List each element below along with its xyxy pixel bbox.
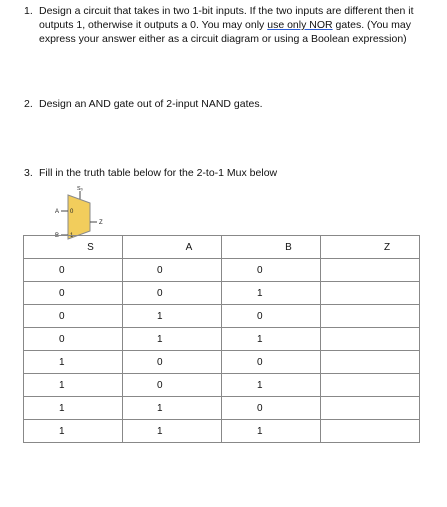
mux-input-a-label: A — [55, 209, 60, 215]
cell-a-text: 0 — [157, 356, 163, 368]
question-1-underlined: use only NOR — [267, 19, 333, 31]
cell-s — [24, 397, 123, 420]
header-a-text: A — [185, 241, 193, 253]
cell-a — [123, 351, 222, 374]
mux-input-0-label: 0 — [70, 209, 74, 215]
cell-s — [24, 282, 123, 305]
question-1 — [24, 4, 429, 46]
cell-b — [222, 259, 321, 282]
mux-select-label: S₀ — [77, 186, 83, 192]
cell-a — [123, 305, 222, 328]
table-row — [24, 305, 420, 328]
cell-b-text: 1 — [257, 425, 263, 437]
cell-b-text: 0 — [257, 264, 263, 276]
mux-input-b-label: B — [55, 233, 60, 239]
cell-s-text: 1 — [59, 425, 65, 437]
cell-b — [222, 420, 321, 443]
cell-b — [222, 397, 321, 420]
cell-s-text: 0 — [59, 310, 65, 322]
cell-s-text: 1 — [59, 402, 65, 414]
question-2-text: Design an AND gate out of 2-input NAND gates. — [39, 98, 263, 110]
question-2-number: 2. — [24, 98, 33, 110]
header-s-text: S — [87, 241, 94, 253]
cell-b-text: 1 — [257, 287, 263, 299]
header-z — [321, 236, 420, 259]
cell-b-text: 0 — [257, 356, 263, 368]
header-b — [222, 236, 321, 259]
table-row — [24, 259, 420, 282]
question-1-text — [39, 5, 414, 45]
cell-z[interactable] — [321, 374, 420, 397]
cell-a — [123, 328, 222, 351]
mux-output-label: Z — [99, 220, 103, 226]
cell-s — [24, 259, 123, 282]
cell-b — [222, 282, 321, 305]
cell-z[interactable] — [321, 328, 420, 351]
question-3 — [24, 166, 429, 180]
cell-a-text: 1 — [157, 402, 163, 414]
cell-b-text: 1 — [257, 333, 263, 345]
cell-a-text: 1 — [157, 310, 163, 322]
cell-z[interactable] — [321, 305, 420, 328]
cell-z[interactable] — [321, 282, 420, 305]
cell-a — [123, 397, 222, 420]
cell-s — [24, 328, 123, 351]
cell-b-text: 0 — [257, 310, 263, 322]
cell-z[interactable] — [321, 351, 420, 374]
truth-table — [23, 235, 420, 443]
cell-s — [24, 374, 123, 397]
cell-s — [24, 351, 123, 374]
cell-a-text: 0 — [157, 264, 163, 276]
header-z-text: Z — [383, 241, 391, 253]
table-row — [24, 351, 420, 374]
cell-a-text: 1 — [157, 333, 163, 345]
table-row — [24, 328, 420, 351]
cell-s — [24, 305, 123, 328]
cell-a-text: 1 — [157, 425, 163, 437]
cell-s-text: 1 — [59, 379, 65, 391]
cell-b — [222, 328, 321, 351]
question-2 — [24, 97, 429, 111]
question-3-number: 3. — [24, 167, 33, 179]
cell-a — [123, 282, 222, 305]
cell-s-text: 0 — [59, 287, 65, 299]
question-3-text: Fill in the truth table below for the 2-to-1 Mux below — [39, 167, 278, 179]
cell-s — [24, 420, 123, 443]
header-b-text: B — [285, 241, 292, 253]
cell-a-text: 0 — [157, 287, 163, 299]
question-1-text-before: Design a circuit that takes in two 1-bit inputs. If the two inputs are different then it outputs 1, otherwise it outputs a 0. You may only — [39, 5, 414, 31]
cell-s-text: 0 — [59, 333, 65, 345]
cell-a — [123, 420, 222, 443]
cell-b — [222, 374, 321, 397]
table-row — [24, 397, 420, 420]
cell-a-text: 0 — [157, 379, 163, 391]
cell-a — [123, 259, 222, 282]
cell-z[interactable] — [321, 420, 420, 443]
header-s — [24, 236, 123, 259]
table-row — [24, 420, 420, 443]
table-row — [24, 374, 420, 397]
header-a — [123, 236, 222, 259]
cell-s-text: 1 — [59, 356, 65, 368]
cell-z[interactable] — [321, 259, 420, 282]
cell-b — [222, 351, 321, 374]
question-1-number: 1. — [24, 5, 33, 17]
truth-table-header-row — [24, 236, 420, 259]
mux-input-1-label: 1 — [70, 233, 74, 239]
question-1-text-after: gates. (You may express your answer either as a circuit diagram or using a Boolean expression) — [39, 19, 412, 45]
cell-z[interactable] — [321, 397, 420, 420]
cell-b — [222, 305, 321, 328]
table-row — [24, 282, 420, 305]
cell-s-text: 0 — [59, 264, 65, 276]
cell-b-text: 1 — [257, 379, 263, 391]
cell-a — [123, 374, 222, 397]
cell-b-text: 0 — [257, 402, 263, 414]
